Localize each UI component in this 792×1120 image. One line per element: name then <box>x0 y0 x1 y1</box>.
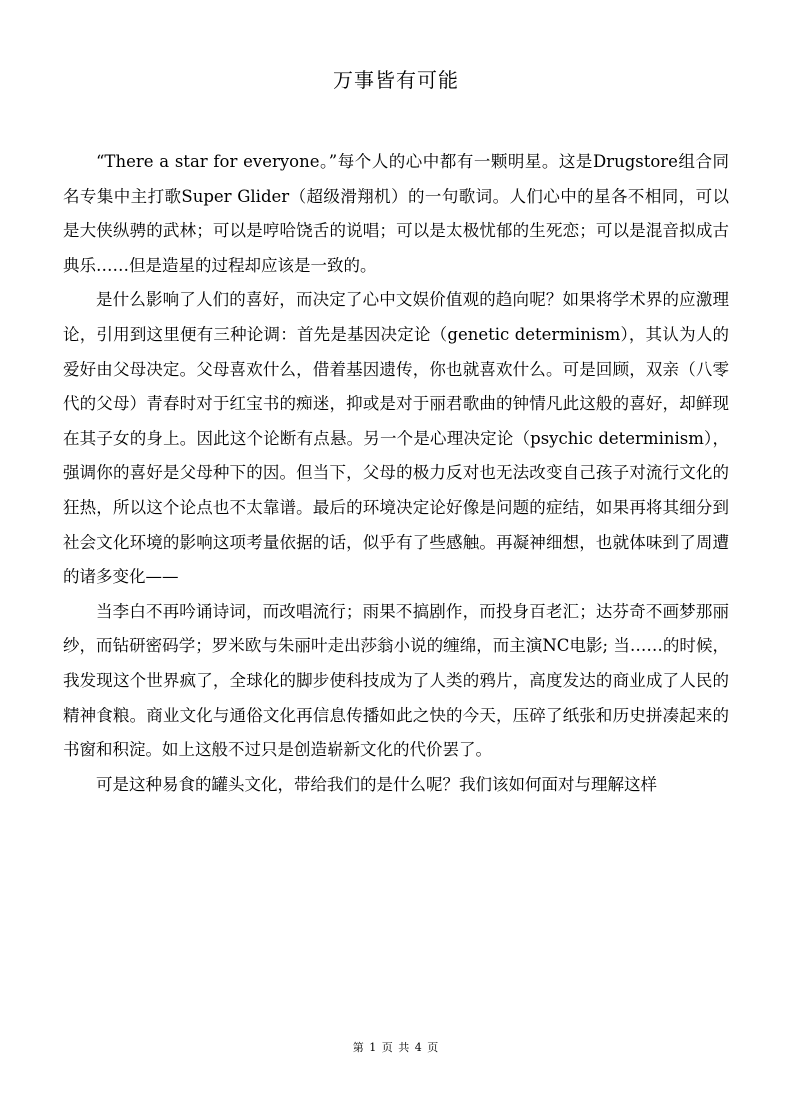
page-footer: 第 1 页 共 4 页 <box>352 1041 440 1054</box>
document-body <box>63 145 729 802</box>
paragraph-3: 当李白不再吟诵诗词，而改唱流行；雨果不搞剧作，而投身百老汇；达芬奇不画梦那丽纱，而钻研密码学；罗米欧与朱丽叶走出莎翁小说的缠绵，而主演NC电影; 当……的时候，我发现这个世界疯了，全球化的脚步使科技成为了人类的鸦片，高度发达的商业成了人民的精神食粮。商业文化与通俗文化再信息传播如此之快的今天，压碎了纸张和历史拼凑起来的书窗和积淀。如上这般不过只是创造崭新文化的代价罢了。 <box>63 601 729 760</box>
page-title: 万事皆有可能 <box>333 68 459 92</box>
paragraph-4: 可是这种易食的罐头文化，带给我们的是什么呢？我们该如何面对与理解这样 <box>96 774 657 794</box>
paragraph-2: 是什么影响了人们的喜好，而决定了心中文娱价值观的趋向呢？如果将学术界的应激理论，引用到这里便有三种论调：首先是基因决定论（genetic determinism），其认为人的爱好由父母决定。父母喜欢什么，借着基因遗传，你也就喜欢什么。可是回顾，双亲（八零代的父母）青春时对于红宝书的痴迷，抑或是对于丽君歌曲的钟情凡此这般的喜好，却鲜现在其子女的身上。因此这个论断有点悬。另一个是心理决定论（psychic determinism），强调你的喜好是父母种下的因。但当下，父母的极力反对也无法改变自己孩子对流行文化的狂热，所以这个论点也不太靠谱。最后的环境决定论好像是问题的症结，如果再将其细分到社会文化环境的影响这项考量依据的话，似乎有了些感触。再凝神细想，也就体味到了周遭的诸多变化—— <box>63 290 729 587</box>
paragraph-1: “There a star for everyone。”每个人的心中都有一颗明星。这是Drugstore组合同名专集中主打歌Super Glider（超级滑翔机）的一句歌词。人们心中的星各不相同，可以是大侠纵骋的武林；可以是哼哈饶舌的说唱；可以是太极忧郁的生死恋；可以是混音拟成古典乐……但是造星的过程却应该是一致的。 <box>63 152 729 275</box>
